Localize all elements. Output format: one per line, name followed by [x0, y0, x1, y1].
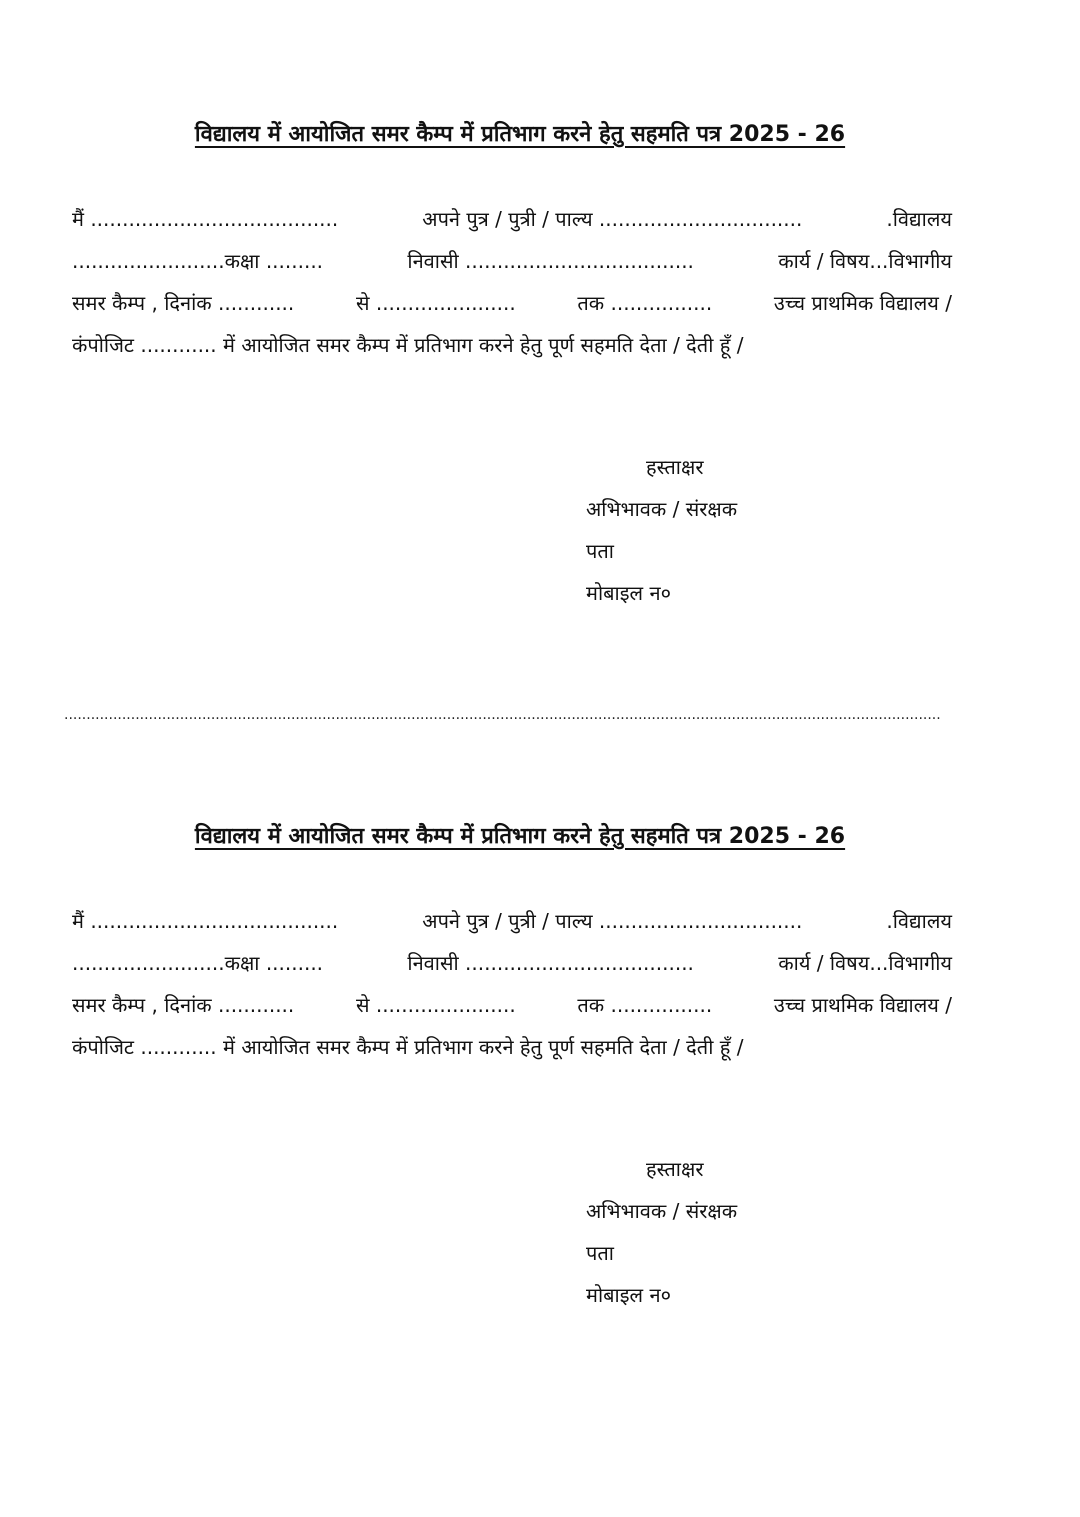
body-line-4	[72, 324, 952, 366]
address-label: पता	[586, 539, 614, 563]
body-line-2	[72, 942, 952, 984]
body-segment: अपने पुत्र / पुत्री / पाल्य ................................	[422, 207, 803, 231]
body-segment: कार्य / विषय...विभागीय	[778, 249, 952, 273]
body-segment: उच्च प्राथमिक विद्यालय /	[773, 993, 952, 1017]
body-segment: कंपोजिट ............ में आयोजित समर कैम्प में प्रतिभाग करने हेतु पूर्ण सहमति देता / देती हूँ /	[72, 1035, 744, 1059]
form-body	[72, 198, 952, 366]
body-segment: तक ................	[577, 291, 713, 315]
body-segment: निवासी ....................................	[407, 249, 694, 273]
body-line-4	[72, 1026, 952, 1068]
address-label: पता	[586, 1241, 614, 1265]
form-body	[72, 900, 952, 1068]
body-line-1	[72, 198, 952, 240]
guardian-label: अभिभावक / संरक्षक	[586, 497, 738, 521]
body-segment: से ......................	[355, 993, 516, 1017]
body-segment: अपने पुत्र / पुत्री / पाल्य ................................	[422, 909, 803, 933]
signature-block	[586, 446, 737, 614]
body-segment: मैं .......................................	[72, 909, 339, 933]
body-line-3	[72, 984, 952, 1026]
signature-label: हस्ताक्षर	[646, 1157, 704, 1181]
body-segment: उच्च प्राथमिक विद्यालय /	[773, 291, 952, 315]
form-title: विद्यालय में आयोजित समर कैम्प में प्रतिभाग करने हेतु सहमति पत्र 2025 - 26	[194, 824, 846, 849]
body-segment: .विद्यालय	[886, 207, 952, 231]
cut-line-separator: .....................................................................................................................................................................................................	[64, 707, 941, 723]
body-line-1	[72, 900, 952, 942]
mobile-label: मोबाइल न०	[586, 1283, 671, 1307]
signature-block	[586, 1148, 737, 1316]
body-segment: कंपोजिट ............ में आयोजित समर कैम्प में प्रतिभाग करने हेतु पूर्ण सहमति देता / देती हूँ /	[72, 333, 744, 357]
body-segment: समर कैम्प , दिनांक ............	[72, 291, 295, 315]
body-segment: से ......................	[355, 291, 516, 315]
guardian-label: अभिभावक / संरक्षक	[586, 1199, 738, 1223]
body-segment: ........................कक्षा .........	[72, 249, 324, 273]
mobile-label: मोबाइल न०	[586, 581, 671, 605]
body-line-2	[72, 240, 952, 282]
body-segment: कार्य / विषय...विभागीय	[778, 951, 952, 975]
body-segment: मैं .......................................	[72, 207, 339, 231]
body-segment: ........................कक्षा .........	[72, 951, 324, 975]
body-segment: समर कैम्प , दिनांक ............	[72, 993, 295, 1017]
form-title: विद्यालय में आयोजित समर कैम्प में प्रतिभाग करने हेतु सहमति पत्र 2025 - 26	[194, 122, 846, 147]
body-segment: निवासी ....................................	[407, 951, 694, 975]
signature-label: हस्ताक्षर	[646, 455, 704, 479]
body-segment: .विद्यालय	[886, 909, 952, 933]
body-segment: तक ................	[577, 993, 713, 1017]
body-line-3	[72, 282, 952, 324]
